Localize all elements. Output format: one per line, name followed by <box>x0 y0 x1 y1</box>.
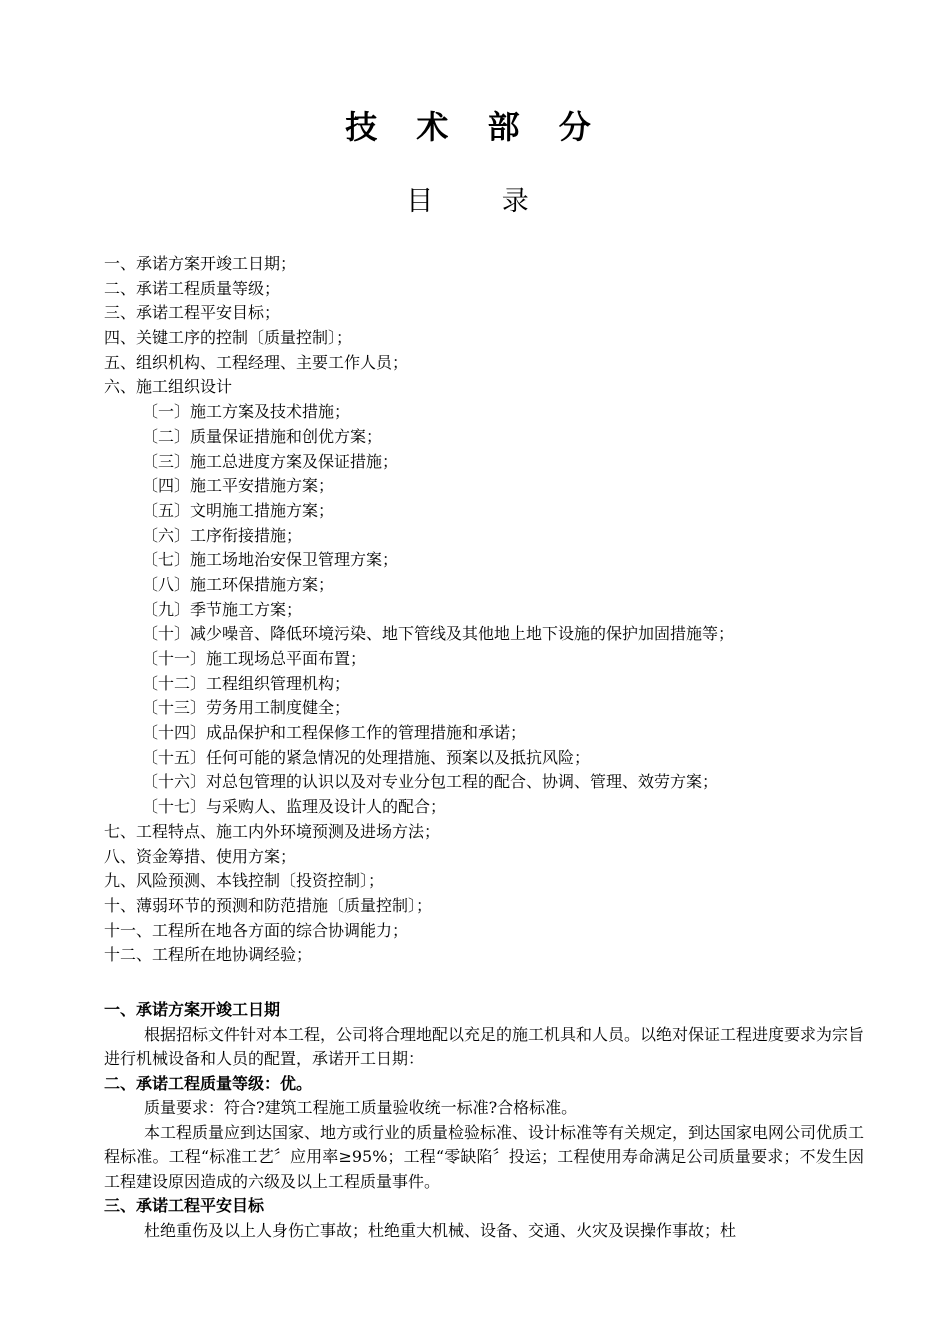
toc-item: 八、资金筹措、使用方案； <box>104 846 297 866</box>
document-body <box>104 998 864 1243</box>
toc-subitem: 〔三〕施工总进度方案及保证措施； <box>142 451 399 471</box>
page-title: 技 术 部 分 <box>345 108 605 146</box>
toc-item: 六、施工组织设计 <box>104 377 233 397</box>
toc-subitem: 〔十七〕与采购人、监理及设计人的配合； <box>142 797 447 817</box>
toc-subitem: 〔十二〕工程组织管理机构； <box>142 673 351 693</box>
toc-subitem: 〔十五〕任何可能的紧急情况的处理措施、预案以及抵抗风险； <box>142 747 591 767</box>
toc-item: 五、组织机构、工程经理、主要工作人员； <box>104 352 409 372</box>
toc-item: 十一、工程所在地各方面的综合协调能力； <box>104 920 409 940</box>
toc-subitem: 〔二〕质量保证措施和创优方案； <box>142 426 383 446</box>
toc-subitem: 〔七〕施工场地治安保卫管理方案； <box>142 550 399 570</box>
paragraph: 杜绝重伤及以上人身伤亡事故；杜绝重大机械、设备、交通、火灾及误操作事故；杜 <box>144 1220 737 1240</box>
toc-item: 四、关键工序的控制〔质量控制〕； <box>104 328 353 348</box>
toc-subitem: 〔十六〕对总包管理的认识以及对专业分包工程的配合、协调、管理、效劳方案； <box>142 772 719 792</box>
toc-heading: 目 录 <box>406 186 559 217</box>
toc-subitem: 〔十三〕劳务用工制度健全； <box>142 698 351 718</box>
paragraph: 本工程质量应到达国家、地方或行业的质量检验标准、设计标准等有关规定，到达国家电网公司优质工程标准。工程“标准工艺〞应用率≥95%；工程“零缺陷〞投运；工程使用寿命满足公司质量要求；不发生因工程建设原因造成的六级及以上工程质量事件。 <box>104 1122 865 1191</box>
section-heading: 一、承诺方案开竣工日期 <box>104 1000 281 1019</box>
section-heading: 二、承诺工程质量等级：优。 <box>104 1073 313 1093</box>
toc-subitem: 〔十一〕施工现场总平面布置； <box>142 649 367 668</box>
paragraph: 根据招标文件针对本工程，公司将合理地配以充足的施工机具和人员。以绝对保证工程进度要求为宗旨进行机械设备和人员的配置，承诺开工日期： <box>104 1024 865 1068</box>
table-of-contents <box>104 252 864 968</box>
toc-subitem: 〔九〕季节施工方案； <box>142 599 303 619</box>
toc-item: 七、工程特点、施工内外环境预测及进场方法； <box>104 821 441 841</box>
toc-item: 二、承诺工程质量等级； <box>104 278 281 298</box>
toc-item: 十、薄弱环节的预测和防范措施〔质量控制〕； <box>104 895 433 915</box>
toc-subitem: 〔六〕工序衔接措施； <box>142 525 303 545</box>
toc-item: 三、承诺工程平安目标； <box>104 303 281 323</box>
toc-subitem: 〔一〕施工方案及技术措施； <box>142 402 351 422</box>
toc-subitem: 〔八〕施工环保措施方案； <box>142 574 335 594</box>
toc-item: 九、风险预测、本钱控制〔投资控制〕； <box>104 871 385 891</box>
section-heading: 三、承诺工程平安目标 <box>104 1196 265 1215</box>
toc-item: 十二、工程所在地协调经验； <box>104 945 313 965</box>
toc-subitem: 〔五〕文明施工措施方案； <box>142 500 335 520</box>
toc-item: 一、承诺方案开竣工日期； <box>104 254 297 273</box>
toc-subitem: 〔十四〕成品保护和工程保修工作的管理措施和承诺； <box>142 723 527 743</box>
toc-subitem: 〔四〕施工平安措施方案； <box>142 476 335 496</box>
paragraph: 质量要求：符合?建筑工程施工质量验收统一标准?合格标准。 <box>144 1098 578 1117</box>
toc-subitem: 〔十〕减少噪音、降低环境污染、地下管线及其他地上地下设施的保护加固措施等； <box>142 624 735 644</box>
